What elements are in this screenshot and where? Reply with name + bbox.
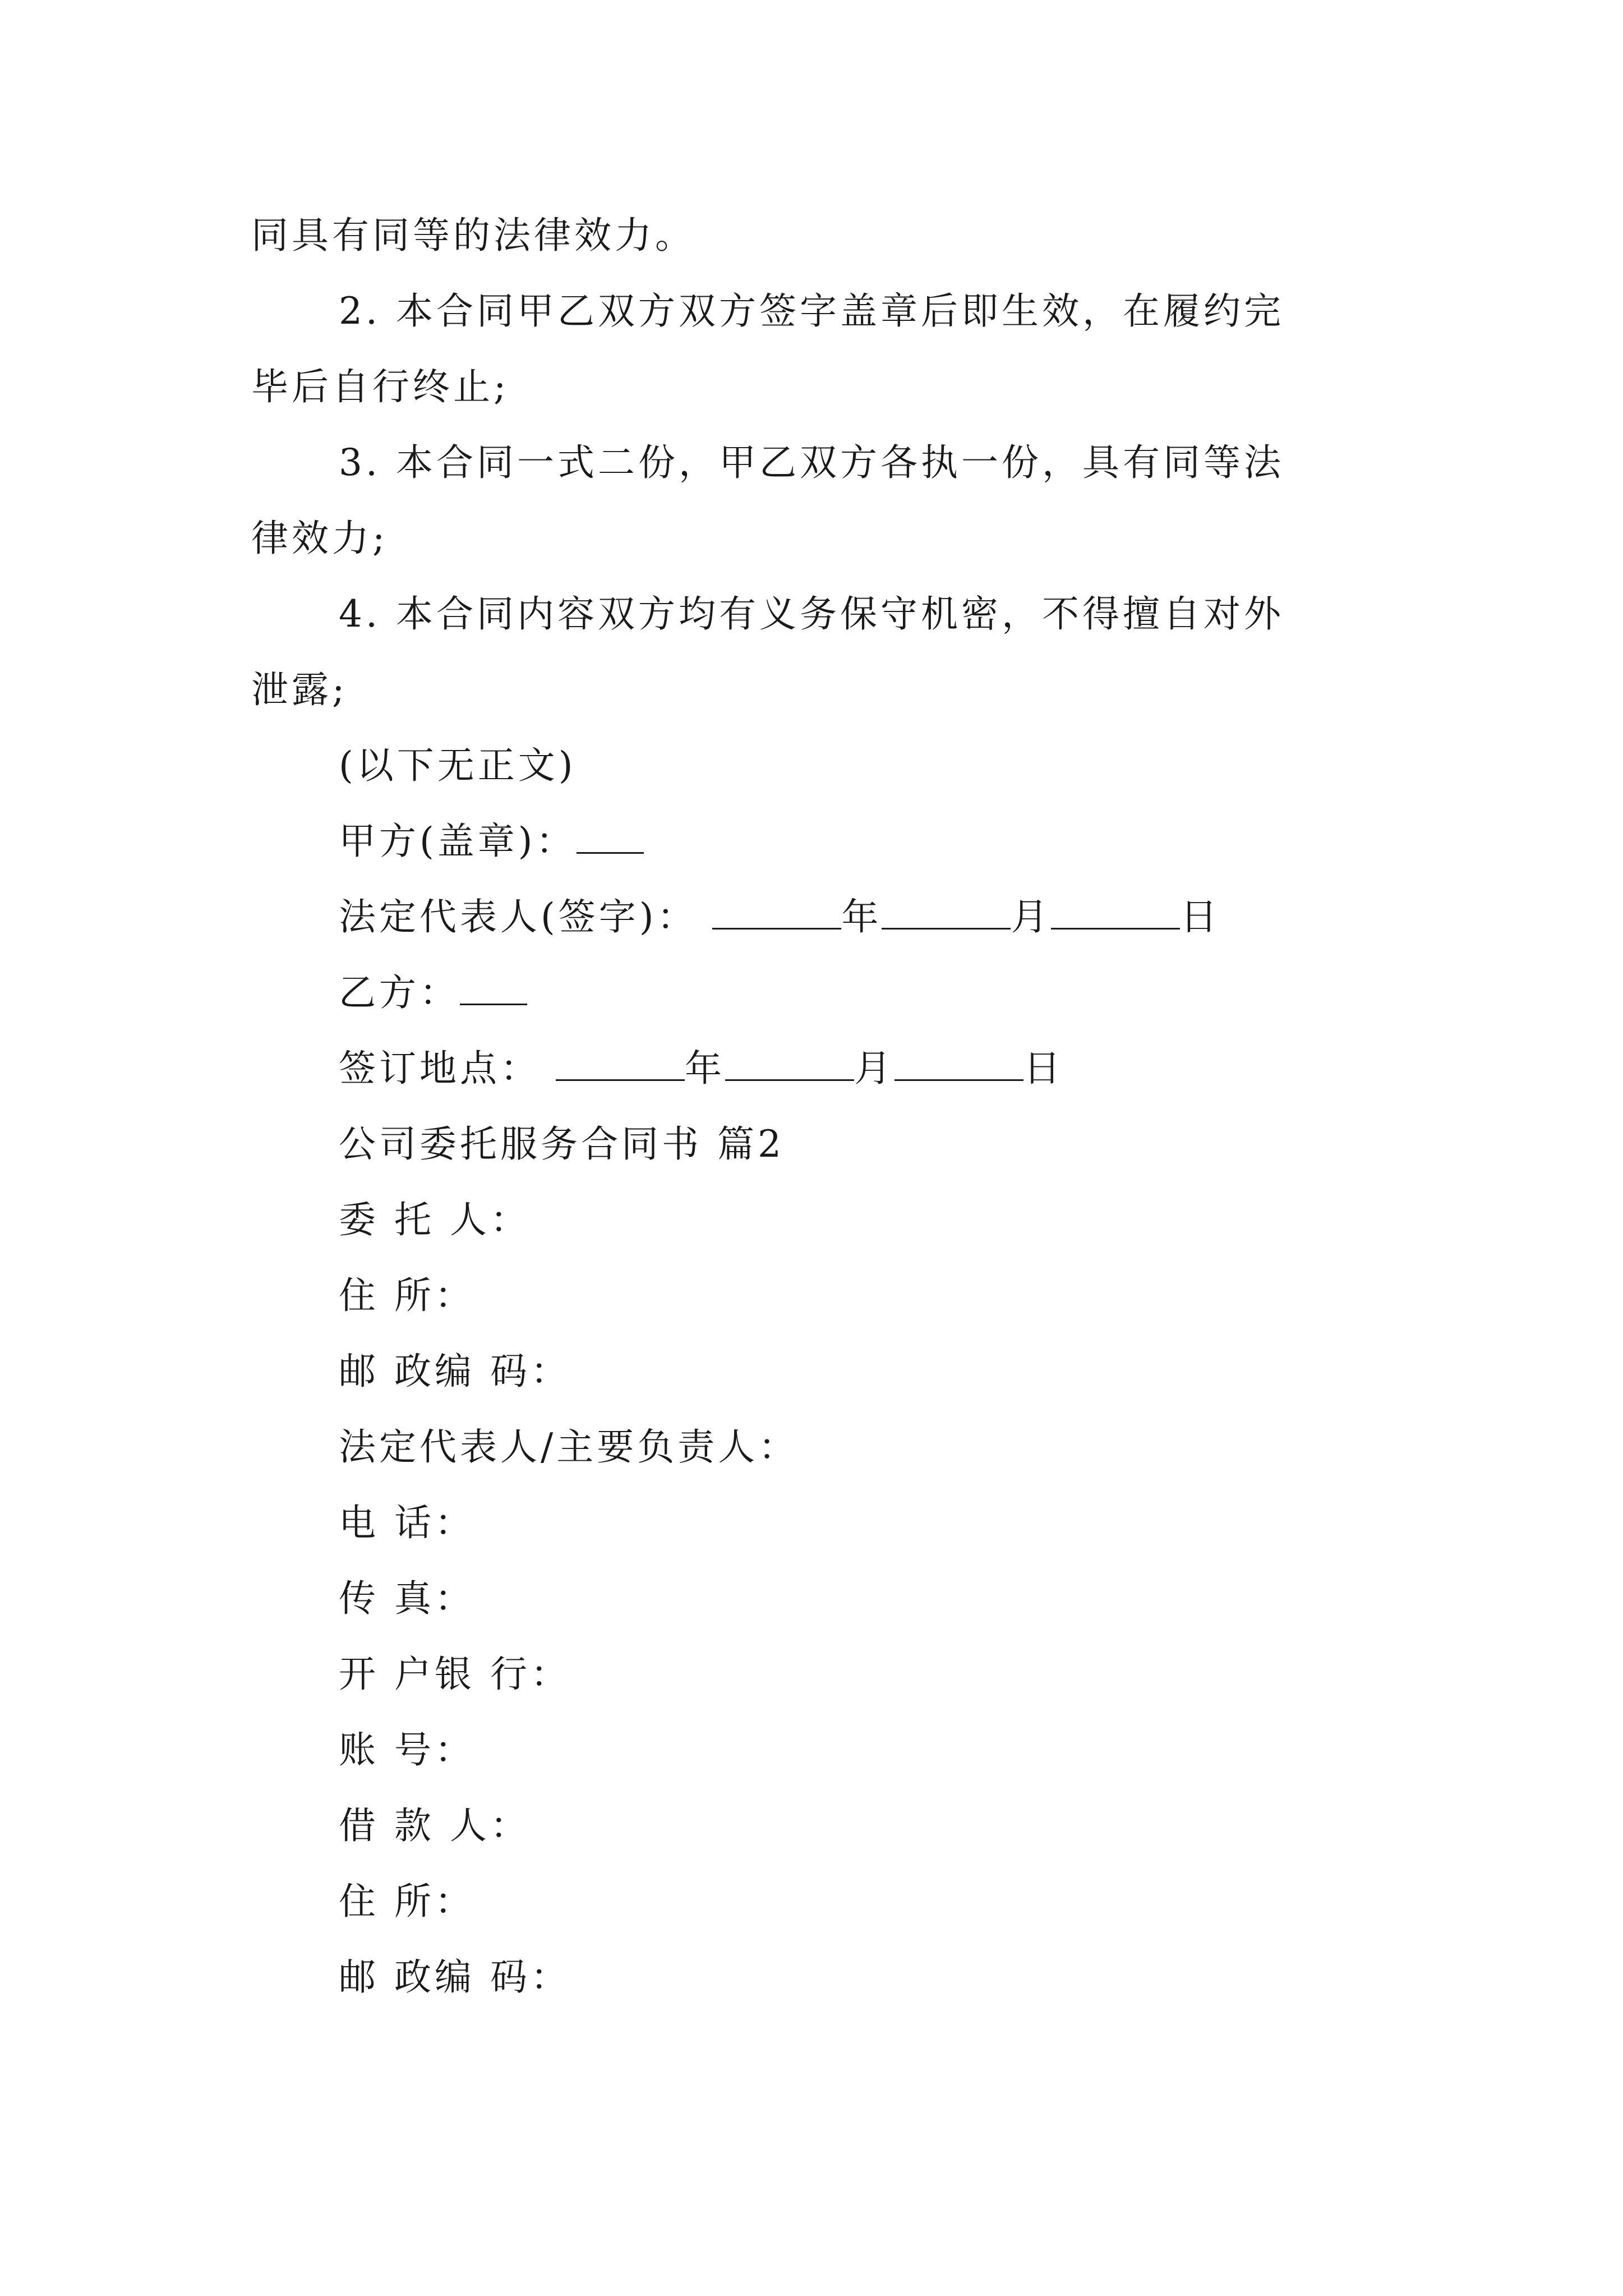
day-label: 日: [1023, 1047, 1064, 1090]
field-borrower: 借 款 人：: [339, 1804, 531, 1847]
field-bank: 开 户银 行：: [339, 1653, 571, 1696]
no-more-text-note: (以下无正文): [339, 744, 577, 787]
clause-2-line-1: 2. 本合同甲乙双方双方签字盖章后即生效，在履约完: [339, 289, 1284, 333]
field-entrusting-party: 委 托 人：: [339, 1198, 531, 1241]
year-label: 年: [684, 1047, 725, 1090]
day-blank: [1051, 896, 1180, 930]
month-blank: [725, 1048, 854, 1081]
field-account: 账 号：: [339, 1728, 475, 1772]
clause-2-line-2: 毕后自行终止;: [251, 365, 510, 408]
paragraph-1-continuation: 同具有同等的法律效力。: [251, 214, 695, 257]
clause-4-line-2: 泄露;: [251, 668, 348, 711]
field-phone: 电 话：: [339, 1501, 475, 1544]
month-label: 月: [854, 1047, 895, 1090]
year-label: 年: [841, 895, 882, 938]
field-postal-code-2: 邮 政编 码：: [339, 1955, 571, 1999]
day-blank: [895, 1048, 1023, 1081]
legal-rep-signature-line: [339, 895, 1220, 940]
field-legal-representative: 法定代表人/主要负责人：: [339, 1425, 799, 1469]
party-b-label: 乙方：: [339, 971, 460, 1014]
year-blank: [712, 896, 841, 930]
party-a-blank: [577, 821, 644, 854]
field-postal-code: 邮 政编 码：: [339, 1350, 571, 1393]
field-address: 住 所：: [339, 1274, 475, 1317]
clause-4-line-1: 4. 本合同内容双方均有义务保守机密，不得擅自对外: [339, 592, 1284, 636]
clause-3-line-1: 3. 本合同一式二份，甲乙双方各执一份，具有同等法: [339, 441, 1284, 484]
sign-place-line: [339, 1046, 1064, 1091]
clause-3-line-2: 律效力;: [251, 517, 389, 560]
year-blank: [556, 1048, 685, 1081]
sign-place-label: 签订地点：: [339, 1047, 541, 1090]
day-label: 日: [1180, 895, 1221, 938]
month-label: 月: [1011, 895, 1052, 938]
section-title: 公司委托服务合同书 篇2: [339, 1122, 785, 1166]
legal-rep-label: 法定代表人(签字)：: [339, 895, 698, 938]
field-fax: 传 真：: [339, 1577, 475, 1620]
month-blank: [882, 896, 1011, 930]
field-address-2: 住 所：: [339, 1880, 475, 1923]
party-a-signature-line: [339, 819, 644, 864]
party-b-blank: [460, 972, 527, 1005]
party-a-label: 甲方(盖章)：: [339, 820, 577, 863]
party-b-signature-line: [339, 970, 527, 1015]
